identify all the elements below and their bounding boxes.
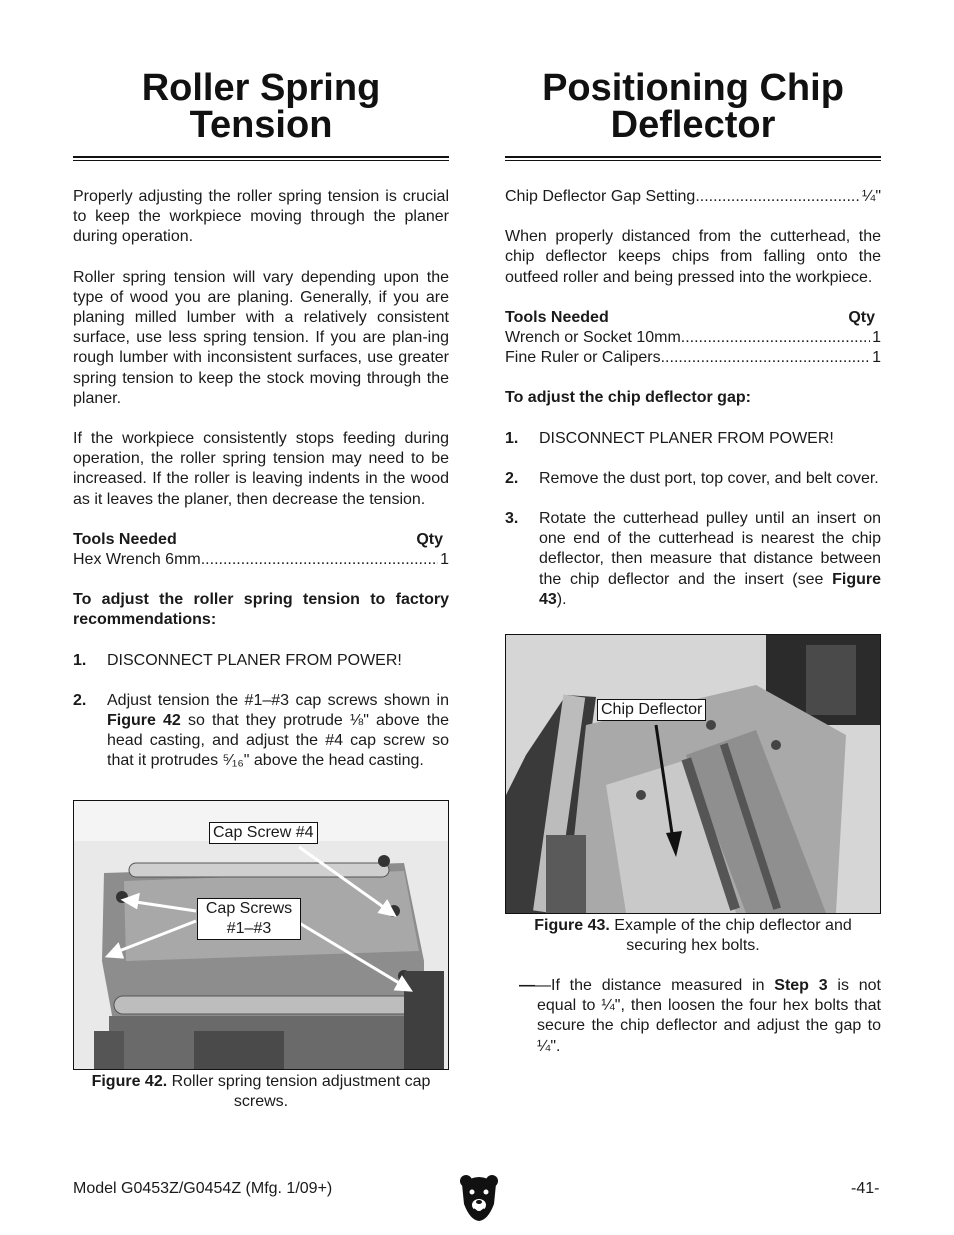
- figure-43-photo: [505, 634, 881, 914]
- step-1: 1. DISCONNECT PLANER FROM POWER!: [73, 651, 402, 669]
- chip-deflector-illustration: [506, 635, 881, 913]
- tools-header: Tools Needed Qty: [505, 308, 875, 326]
- paragraph: When properly distanced from the cutterhead, the chip deflector keeps chips from falling onto the outfeed roller and being pressed into the workpiece.: [505, 228, 881, 286]
- callout-cap-screw-4: Cap Screw #4: [209, 822, 318, 844]
- section-title-roller-spring: Roller Spring Tension: [141, 67, 381, 146]
- tool-row: Wrench or Socket 10mm ..... 1: [505, 328, 881, 348]
- step-1: 1. DISCONNECT PLANER FROM POWER!: [505, 429, 834, 447]
- paragraph: Properly adjusting the roller spring tension is crucial to keep the workpiece moving through the planer during operation.: [73, 188, 449, 246]
- page-number: -41-: [851, 1180, 880, 1197]
- step-2: 2. Adjust tension the #1–#3 cap screws shown in Figure 42 so that they protrude ⅛" above the head casting, and adjust the #4 cap screw so that it protrudes ⁵⁄₁₆" above the head casting.: [73, 691, 449, 770]
- figure-43-caption: Figure 43. Example of the chip deflector and securing hex bolts.: [534, 917, 852, 955]
- right-column: [505, 67, 881, 1057]
- footer-model: Model G0453Z/G0454Z (Mfg. 1/09+): [73, 1180, 333, 1197]
- section-title-chip-deflector: Positioning Chip Deflector: [542, 67, 844, 146]
- callout-cap-screws-1-3: Cap Screws #1–#3: [197, 898, 301, 940]
- left-column: [73, 67, 449, 1112]
- figure-42-photo: [73, 800, 449, 1070]
- tool-row: Hex Wrench 6mm ..... 1: [73, 550, 449, 570]
- callout-chip-deflector: Chip Deflector: [597, 699, 706, 721]
- paragraph: If the workpiece consistently stops feeding during operation, the roller spring tension may need to be increased. If the roller is leaving indents in the wood as it leaves the planer, then decrease the tension.: [73, 430, 449, 508]
- step-3: 3. Rotate the cutterhead pulley until an insert on one end of the cutterhead is nearest the chip deflector, then measure that distance between the chip deflector and the insert (see Figure 43).: [505, 510, 881, 608]
- gap-setting-row: Chip Deflector Gap Setting ..... ¼": [505, 187, 881, 207]
- procedure-heading: To adjust the chip deflector gap:: [505, 389, 751, 407]
- paragraph: Roller spring tension will vary depending upon the type of wood you are planing. Generally, if you are planing milled lumber with a relatively consistent surface, use less spring tension. If you are plan-ing rough lumber with inconsistent surfaces, use greater spring tension to keep the stock moving through the planer.: [73, 268, 449, 407]
- bear-logo-icon: [458, 1172, 500, 1222]
- note-paragraph: ——If the distance measured in Step 3 is not equal to ¼", then loosen the four hex bolts that secure the chip deflector and adjust the gap to ¼".: [519, 977, 881, 1055]
- figure-42-caption: Figure 42. Roller spring tension adjustment cap screws.: [91, 1072, 431, 1110]
- procedure-heading: To adjust the roller spring tension to factory recommendations:: [73, 591, 449, 629]
- tool-row: Fine Ruler or Calipers ..... 1: [505, 348, 881, 368]
- tools-header: Tools Needed Qty: [73, 530, 443, 548]
- step-2: 2. Remove the dust port, top cover, and belt cover.: [505, 469, 879, 487]
